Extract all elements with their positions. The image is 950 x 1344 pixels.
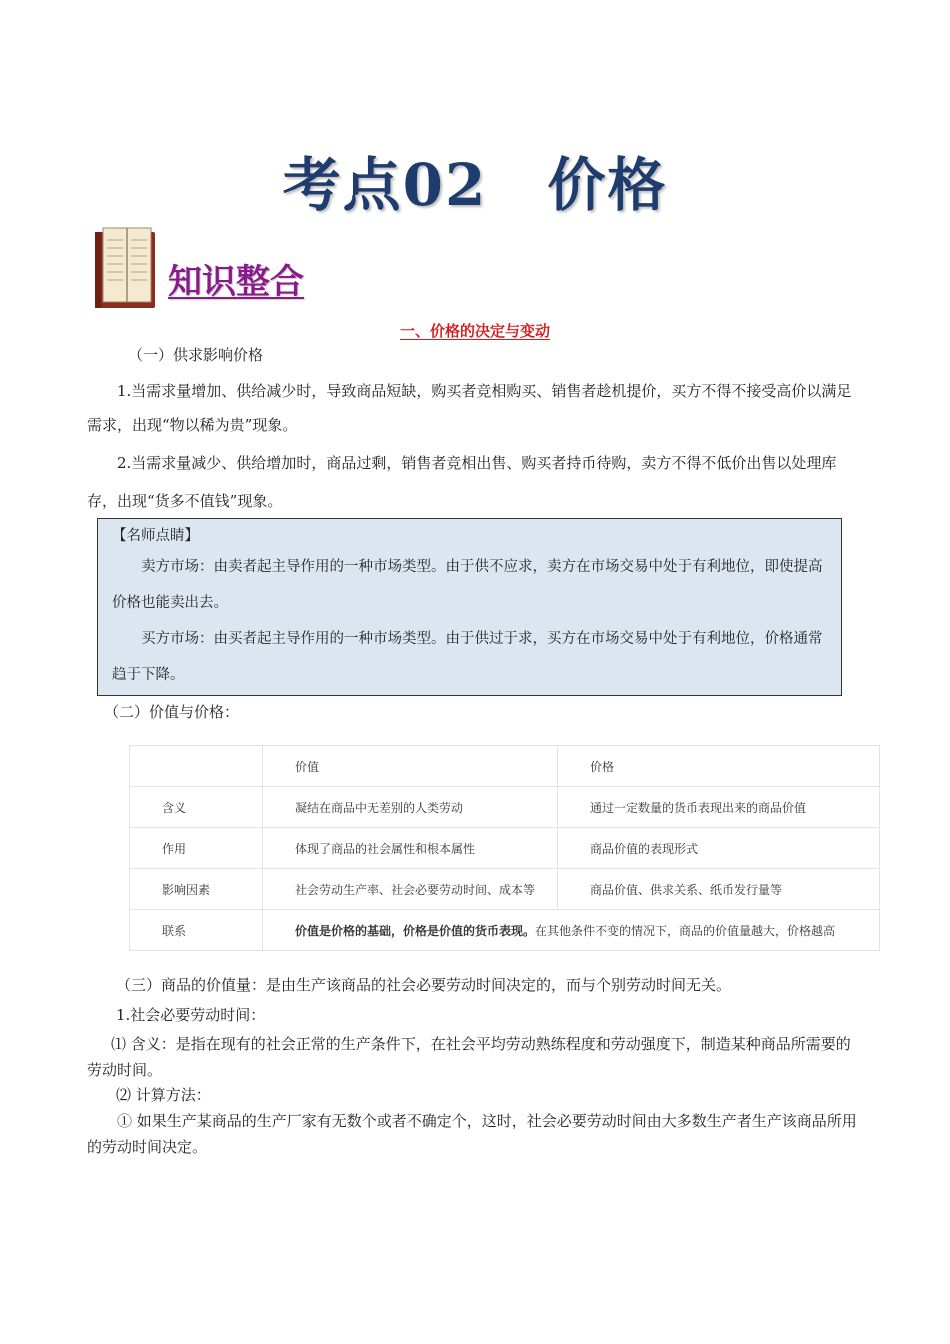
teacher-tip-box [97, 518, 842, 696]
link-rest-text: 在其他条件不变的情况下，商品的价值量越大，价格越高 [535, 923, 836, 938]
calc-method-item-1: ① 如果生产某商品的生产厂家有无数个或者不确定个，这时，社会必要劳动时间由大多数生产者生产该商品所用的劳动时间决定。 [87, 1112, 857, 1156]
section-banner: 知识整合 [168, 262, 304, 302]
table-header-cell: 价值 [263, 746, 558, 787]
section-heading: 一、价格的决定与变动 [399, 322, 550, 340]
paragraph-demand-increase: 1.当需求量增加、供给减少时，导致商品短缺，购买者竞相购买、销售者趁机提价，买方不得不接受高价以满足需求，出现“物以稀为贵”现象。 [87, 382, 852, 434]
tip-seller-market: 卖方市场：由卖者起主导作用的一种市场类型。由于供不应求，卖方在市场交易中处于有利地位，即使提高价格也能卖出去。 [112, 559, 823, 611]
table-cell-value: 社会劳动生产率、社会必要劳动时间、成本等 [263, 869, 558, 910]
value-quantity-heading: （三）商品的价值量：是由生产该商品的社会必要劳动时间决定的，而与个别劳动时间无关。 [116, 976, 732, 994]
table-row [130, 869, 880, 910]
table-header-row [130, 746, 880, 787]
table-cell-value: 凝结在商品中无差别的人类劳动 [263, 787, 558, 828]
value-price-table [129, 745, 880, 951]
table-row [130, 828, 880, 869]
table-cell-label: 作用 [130, 828, 263, 869]
tip-buyer-market: 买方市场：由买者起主导作用的一种市场类型。由于供过于求，买方在市场交易中处于有利地位，价格通常趋于下降。 [112, 631, 823, 683]
paragraph-demand-decrease: 2.当需求量减少、供给增加时，商品过剩，销售者竞相出售、购买者持币待购，卖方不得不低价出售以处理库存，出现“货多不值钱”现象。 [87, 454, 837, 510]
table-cell-link [263, 910, 880, 951]
tip-title: 【名师点睛】 [112, 528, 199, 544]
table-cell-label: 联系 [130, 910, 263, 951]
title-topic-name: 价格 [547, 151, 668, 219]
table-header-cell: 价格 [558, 746, 880, 787]
book-icon [95, 226, 157, 310]
table-header-cell [130, 746, 263, 787]
table-row [130, 787, 880, 828]
meaning-paragraph: ⑴ 含义：是指在现有的社会正常的生产条件下，在社会平均劳动熟练程度和劳动强度下，制造某种商品所需要的劳动时间。 [87, 1035, 851, 1079]
table-cell-value: 体现了商品的社会属性和根本属性 [263, 828, 558, 869]
table-cell-price: 商品价值、供求关系、纸币发行量等 [558, 869, 880, 910]
value-price-heading: （二）价值与价格： [104, 703, 240, 721]
table-cell-price: 商品价值的表现形式 [558, 828, 880, 869]
necessary-labor-time-heading: 1.社会必要劳动时间： [116, 1006, 266, 1024]
calc-method-heading: ⑵ 计算方法： [116, 1086, 211, 1104]
table-cell-label: 影响因素 [130, 869, 263, 910]
table-row-link [130, 910, 880, 951]
supply-demand-heading: （一）供求影响价格 [128, 346, 264, 364]
page-title [0, 138, 950, 222]
table-cell-label: 含义 [130, 787, 263, 828]
link-bold-text: 价值是价格的基础，价格是价值的货币表现。 [295, 923, 536, 938]
title-topic-code: 考点02 [282, 151, 488, 219]
table-cell-price: 通过一定数量的货币表现出来的商品价值 [558, 787, 880, 828]
